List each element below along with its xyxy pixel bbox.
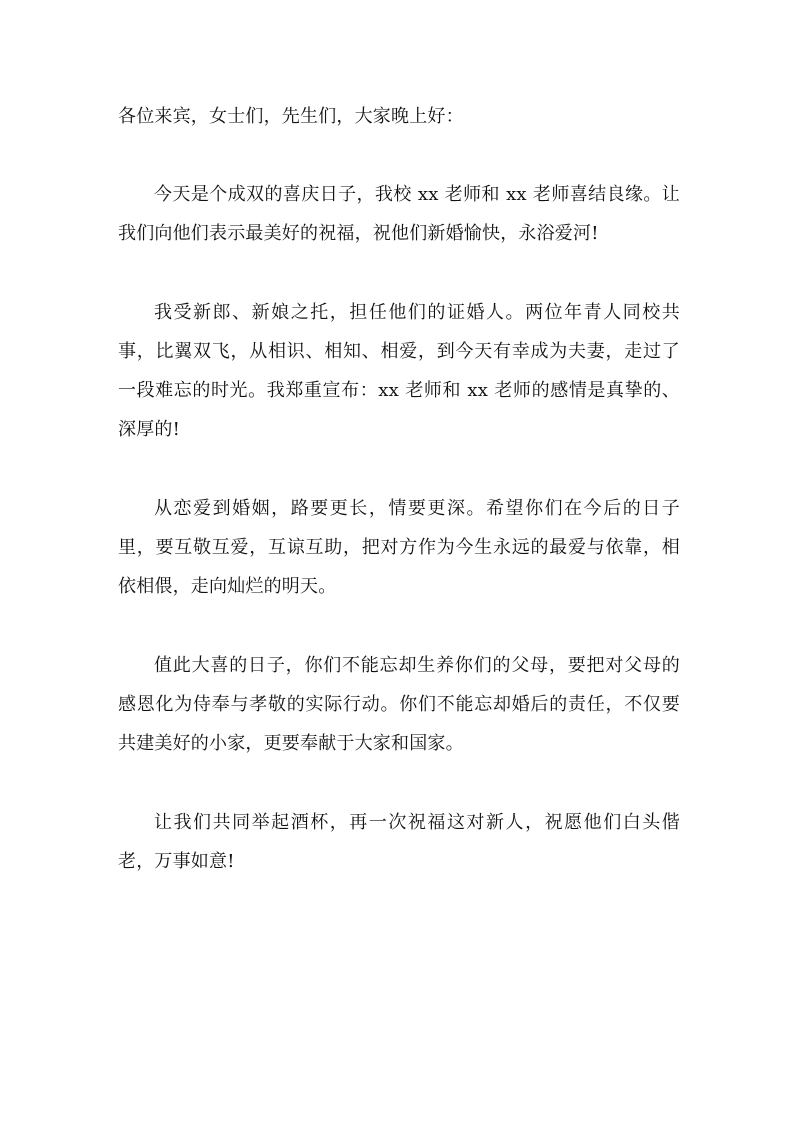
paragraph-marriage-wishes: 从恋爱到婚姻，路要更长，情要更深。希望你们在今后的日子里，要互敬互爱，互谅互助，把对方作为今生永远的最爱与依靠，相依相偎，走向灿烂的明天。	[118, 498, 680, 597]
paragraph-officiant-declaration: 我受新郎、新娘之托，担任他们的证婚人。两位年青人同校共事，比翼双飞，从相识、相知、相爱，到今天有幸成为夫妻，走过了一段难忘的时光。我郑重宣布：xx 老师和 xx 老师的感情是真挚的、深厚的!	[118, 302, 680, 440]
paragraph-wedding-announcement: 今天是个成双的喜庆日子，我校 xx 老师和 xx 老师喜结良缘。让我们向他们表示最美好的祝福，祝他们新婚愉快，永浴爱河!	[118, 184, 680, 244]
paragraph-parents-responsibility: 值此大喜的日子，你们不能忘却生养你们的父母，要把对父母的感恩化为侍奉与孝敬的实际行动。你们不能忘却婚后的责任，不仅要共建美好的小家，更要奉献于大家和国家。	[118, 655, 680, 754]
greeting-line: 各位来宾，女士们，先生们，大家晚上好：	[118, 106, 464, 127]
paragraph-toast: 让我们共同举起酒杯，再一次祝福这对新人，祝愿他们白头偕老，万事如意!	[118, 812, 680, 872]
document-page	[118, 97, 680, 921]
